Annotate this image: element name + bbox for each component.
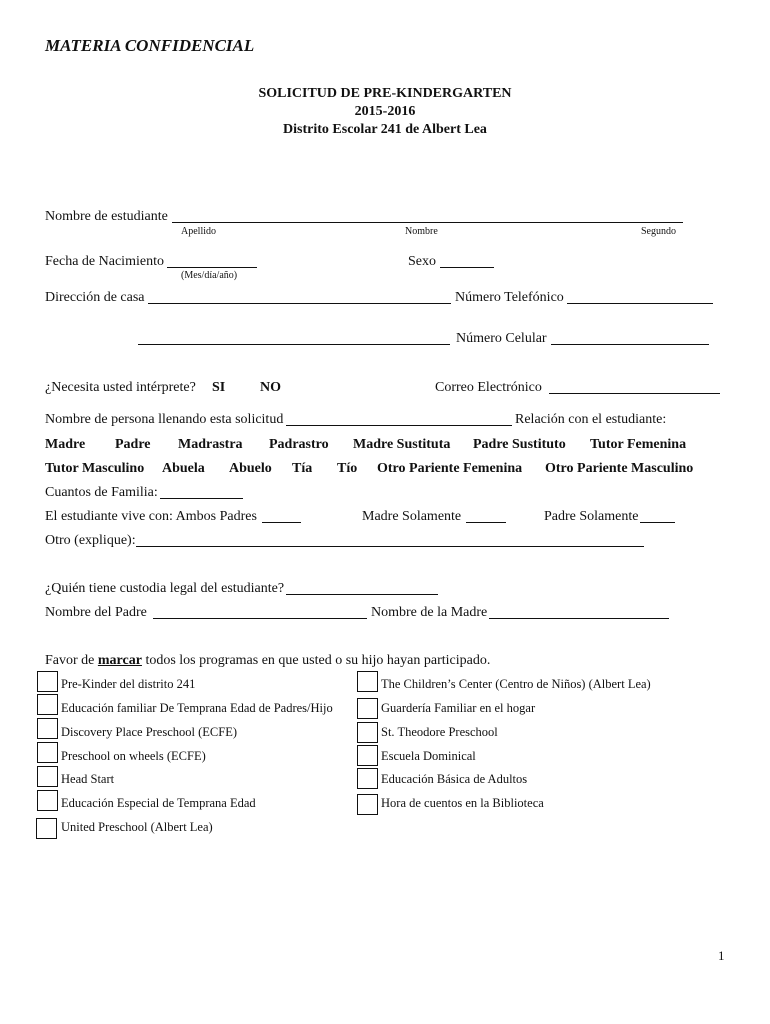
both-parents-field[interactable] bbox=[262, 522, 301, 523]
relation-option[interactable]: Otro Pariente Masculino bbox=[545, 461, 694, 476]
dob-format-hint: (Mes/día/año) bbox=[181, 270, 238, 281]
program-label: Hora de cuentos en la Biblioteca bbox=[381, 796, 544, 810]
confidential-label: MATERIA CONFIDENCIAL bbox=[45, 36, 255, 55]
program-checkbox[interactable] bbox=[37, 671, 58, 692]
relation-option[interactable]: Padre bbox=[115, 437, 151, 452]
other-explain-label: Otro (explique): bbox=[45, 533, 136, 548]
relation-option[interactable]: Abuela bbox=[162, 461, 205, 476]
mother-only-field[interactable] bbox=[466, 522, 506, 523]
program-checkbox[interactable] bbox=[357, 745, 378, 766]
first-name-sublabel: Nombre bbox=[405, 226, 438, 237]
mother-name-field[interactable] bbox=[489, 618, 669, 619]
dob-field[interactable] bbox=[167, 267, 257, 268]
relation-option[interactable]: Tía bbox=[292, 461, 313, 476]
filler-name-field[interactable] bbox=[286, 425, 512, 426]
relation-option[interactable]: Tío bbox=[337, 461, 358, 476]
program-label: United Preschool (Albert Lea) bbox=[61, 820, 213, 834]
father-only-label: Padre Solamente bbox=[544, 509, 639, 524]
relation-option[interactable]: Padre Sustituto bbox=[473, 437, 566, 452]
family-count-field[interactable] bbox=[160, 498, 243, 499]
program-checkbox[interactable] bbox=[36, 818, 57, 839]
family-count-label: Cuantos de Familia: bbox=[45, 485, 158, 500]
program-checkbox[interactable] bbox=[37, 790, 58, 811]
relation-label: Relación con el estudiante: bbox=[515, 412, 667, 427]
lives-with-label: El estudiante vive con: Ambos Padres bbox=[45, 509, 257, 524]
cell-label: Número Celular bbox=[456, 331, 547, 346]
student-name-label: Nombre de estudiante bbox=[45, 209, 168, 224]
sex-field[interactable] bbox=[440, 267, 494, 268]
email-field[interactable] bbox=[549, 393, 720, 394]
address-field[interactable] bbox=[148, 303, 451, 304]
program-label: The Children’s Center (Centro de Niños) (Albert Lea) bbox=[381, 677, 651, 691]
program-checkbox[interactable] bbox=[37, 718, 58, 739]
relation-option[interactable]: Otro Pariente Femenina bbox=[377, 461, 523, 476]
dob-label: Fecha de Nacimiento bbox=[45, 254, 164, 269]
father-only-field[interactable] bbox=[640, 522, 675, 523]
phone-field[interactable] bbox=[567, 303, 713, 304]
middle-name-sublabel: Segundo bbox=[641, 226, 676, 237]
relation-option[interactable]: Madrastra bbox=[178, 437, 243, 452]
program-checkbox[interactable] bbox=[357, 698, 378, 719]
relation-option[interactable]: Tutor Femenina bbox=[590, 437, 687, 452]
program-label: Head Start bbox=[61, 772, 115, 786]
program-checkbox[interactable] bbox=[357, 768, 378, 789]
relation-option[interactable]: Abuelo bbox=[229, 461, 272, 476]
filler-name-label: Nombre de persona llenando esta solicitud bbox=[45, 412, 284, 427]
mother-name-label: Nombre de la Madre bbox=[371, 605, 488, 620]
phone-label: Número Telefónico bbox=[455, 290, 564, 305]
mark-emphasis: marcar bbox=[97, 653, 142, 668]
page-number: 1 bbox=[718, 948, 725, 963]
relation-option[interactable]: Tutor Masculino bbox=[45, 461, 145, 476]
interpreter-no[interactable]: NO bbox=[260, 380, 281, 395]
program-checkbox[interactable] bbox=[357, 722, 378, 743]
relation-option[interactable]: Padrastro bbox=[269, 437, 329, 452]
father-name-field[interactable] bbox=[153, 618, 367, 619]
program-checkbox[interactable] bbox=[357, 671, 378, 692]
other-explain-field[interactable] bbox=[136, 546, 644, 547]
interpreter-yes[interactable]: SI bbox=[212, 380, 226, 395]
cell-field[interactable] bbox=[551, 344, 709, 345]
student-name-field[interactable] bbox=[172, 222, 683, 223]
relation-option[interactable]: Madre Sustituta bbox=[353, 437, 451, 452]
program-label: Discovery Place Preschool (ECFE) bbox=[61, 725, 238, 739]
program-checkbox[interactable] bbox=[37, 742, 58, 763]
program-label: Pre-Kinder del distrito 241 bbox=[61, 677, 196, 691]
custody-label: ¿Quién tiene custodia legal del estudiante? bbox=[45, 581, 285, 596]
program-label: Educación Especial de Temprana Edad bbox=[61, 796, 256, 810]
address-line-2-field[interactable] bbox=[138, 344, 450, 345]
father-name-label: Nombre del Padre bbox=[45, 605, 147, 620]
program-label: St. Theodore Preschool bbox=[381, 725, 498, 739]
program-label: Preschool on wheels (ECFE) bbox=[61, 749, 206, 763]
program-label: Escuela Dominical bbox=[381, 749, 476, 763]
interpreter-label: ¿Necesita usted intérprete? bbox=[45, 380, 196, 395]
address-label: Dirección de casa bbox=[45, 290, 145, 305]
program-checkbox[interactable] bbox=[357, 794, 378, 815]
form-title: SOLICITUD DE PRE-KINDERGARTEN bbox=[258, 86, 512, 101]
programs-instructions: Favor de marcar todos los programas en que usted o su hijo hayan participado. bbox=[45, 653, 491, 668]
last-name-sublabel: Apellido bbox=[181, 226, 216, 237]
custody-field[interactable] bbox=[286, 594, 438, 595]
program-label: Educación Básica de Adultos bbox=[381, 772, 528, 786]
school-year: 2015-2016 bbox=[354, 104, 416, 119]
program-label: Guardería Familiar en el hogar bbox=[381, 701, 536, 715]
program-checkbox[interactable] bbox=[37, 694, 58, 715]
district-name: Distrito Escolar 241 de Albert Lea bbox=[283, 122, 487, 137]
sex-label: Sexo bbox=[408, 254, 436, 269]
program-label: Educación familiar De Temprana Edad de Padres/Hijo bbox=[61, 701, 333, 715]
program-checkbox[interactable] bbox=[37, 766, 58, 787]
mother-only-label: Madre Solamente bbox=[362, 509, 462, 524]
email-label: Correo Electrónico bbox=[435, 380, 542, 395]
relation-option[interactable]: Madre bbox=[45, 437, 86, 452]
